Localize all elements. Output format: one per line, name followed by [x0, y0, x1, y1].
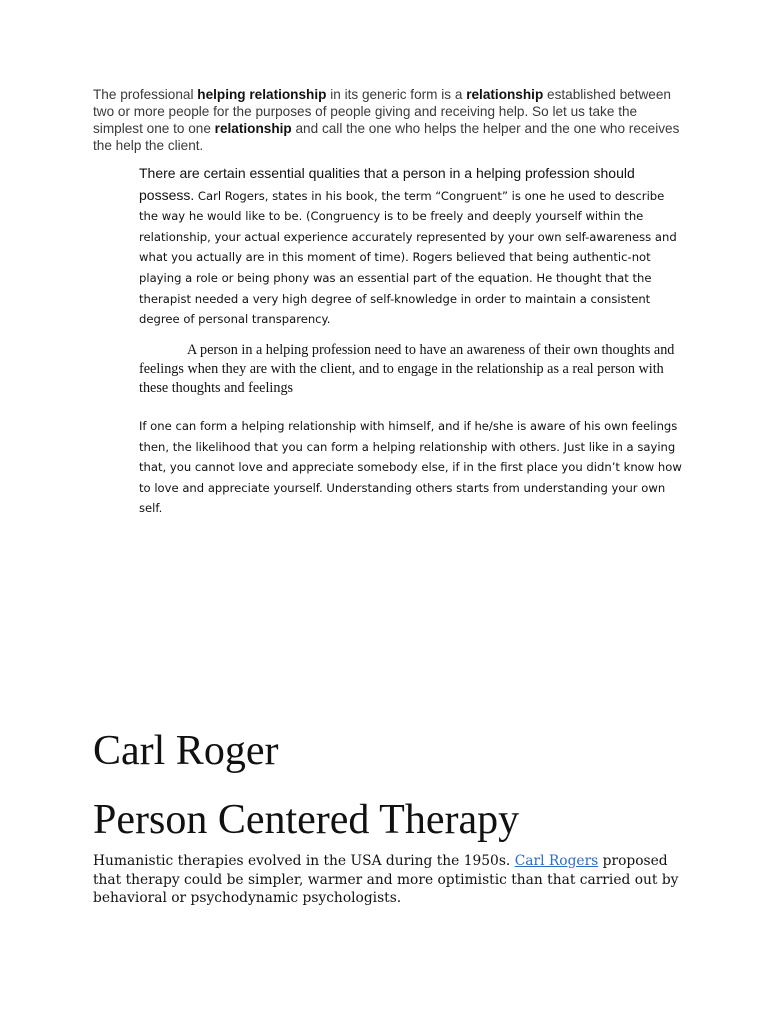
intro-paragraph [93, 86, 683, 154]
intro-text-3: established between two or more people for the purposes of people giving and receiving help. So let us take the simplest one to one [93, 87, 671, 136]
qualities-lead: There are certain essential qualities that a person in a helping profession should possess. [139, 165, 635, 203]
carl-rogers-link[interactable]: Carl Rogers [514, 853, 599, 869]
qualities-body: Carl Rogers, states in his book, the term “Congruent” is one he used to describe the way he would like to be. (Congruency is to be freely and deeply yourself within the relationship, your actual experience accurately represented by your own self-awareness and what you actually are in this moment of time). Rogers believed that being authentic-not playing a role or being phony was an essential part of the equation. He thought that the therapist needed a very high degree of self-knowledge in order to maintain a consistent degree of personal transparency. [139, 188, 677, 327]
intro-text-1: The professional [93, 87, 198, 102]
awareness-paragraph: A person in a helping profession need to have an awareness of their own thoughts and feelings when they are with the client, and to engage in the relationship as a real person with these thoughts and feelings [139, 342, 675, 396]
intro-bold-relationship-2: relationship [214, 121, 292, 136]
heading-carl-roger: Carl Roger [93, 728, 279, 774]
intro-bold-relationship: relationship [466, 87, 544, 102]
self-relationship-paragraph: If one can form a helping relationship with himself, and if he/she is aware of his own feelings then, the likelihood that you can form a helping relationship with others. Just like in a saying that, you cannot love and appreciate somebody else, if in the first place you didn’t know how to love and appreciate yourself. Understanding others starts from understanding your own self. [139, 419, 682, 516]
humanistic-text-after: proposed that therapy could be simpler, warmer and more optimistic than that carried out by behavioral or psychodynamic psychologists. [93, 853, 679, 906]
qualities-paragraph [139, 163, 684, 330]
humanistic-paragraph [93, 852, 683, 908]
intro-text-2: in its generic form is a [326, 87, 467, 102]
intro-bold-helping-relationship: helping relationship [197, 87, 327, 102]
humanistic-text-before: Humanistic therapies evolved in the USA during the 1950s. [93, 853, 515, 869]
intro-text-4: and call the one who helps the helper and the one who receives the help the client. [93, 121, 680, 153]
heading-person-centered-therapy: Person Centered Therapy [93, 797, 520, 843]
